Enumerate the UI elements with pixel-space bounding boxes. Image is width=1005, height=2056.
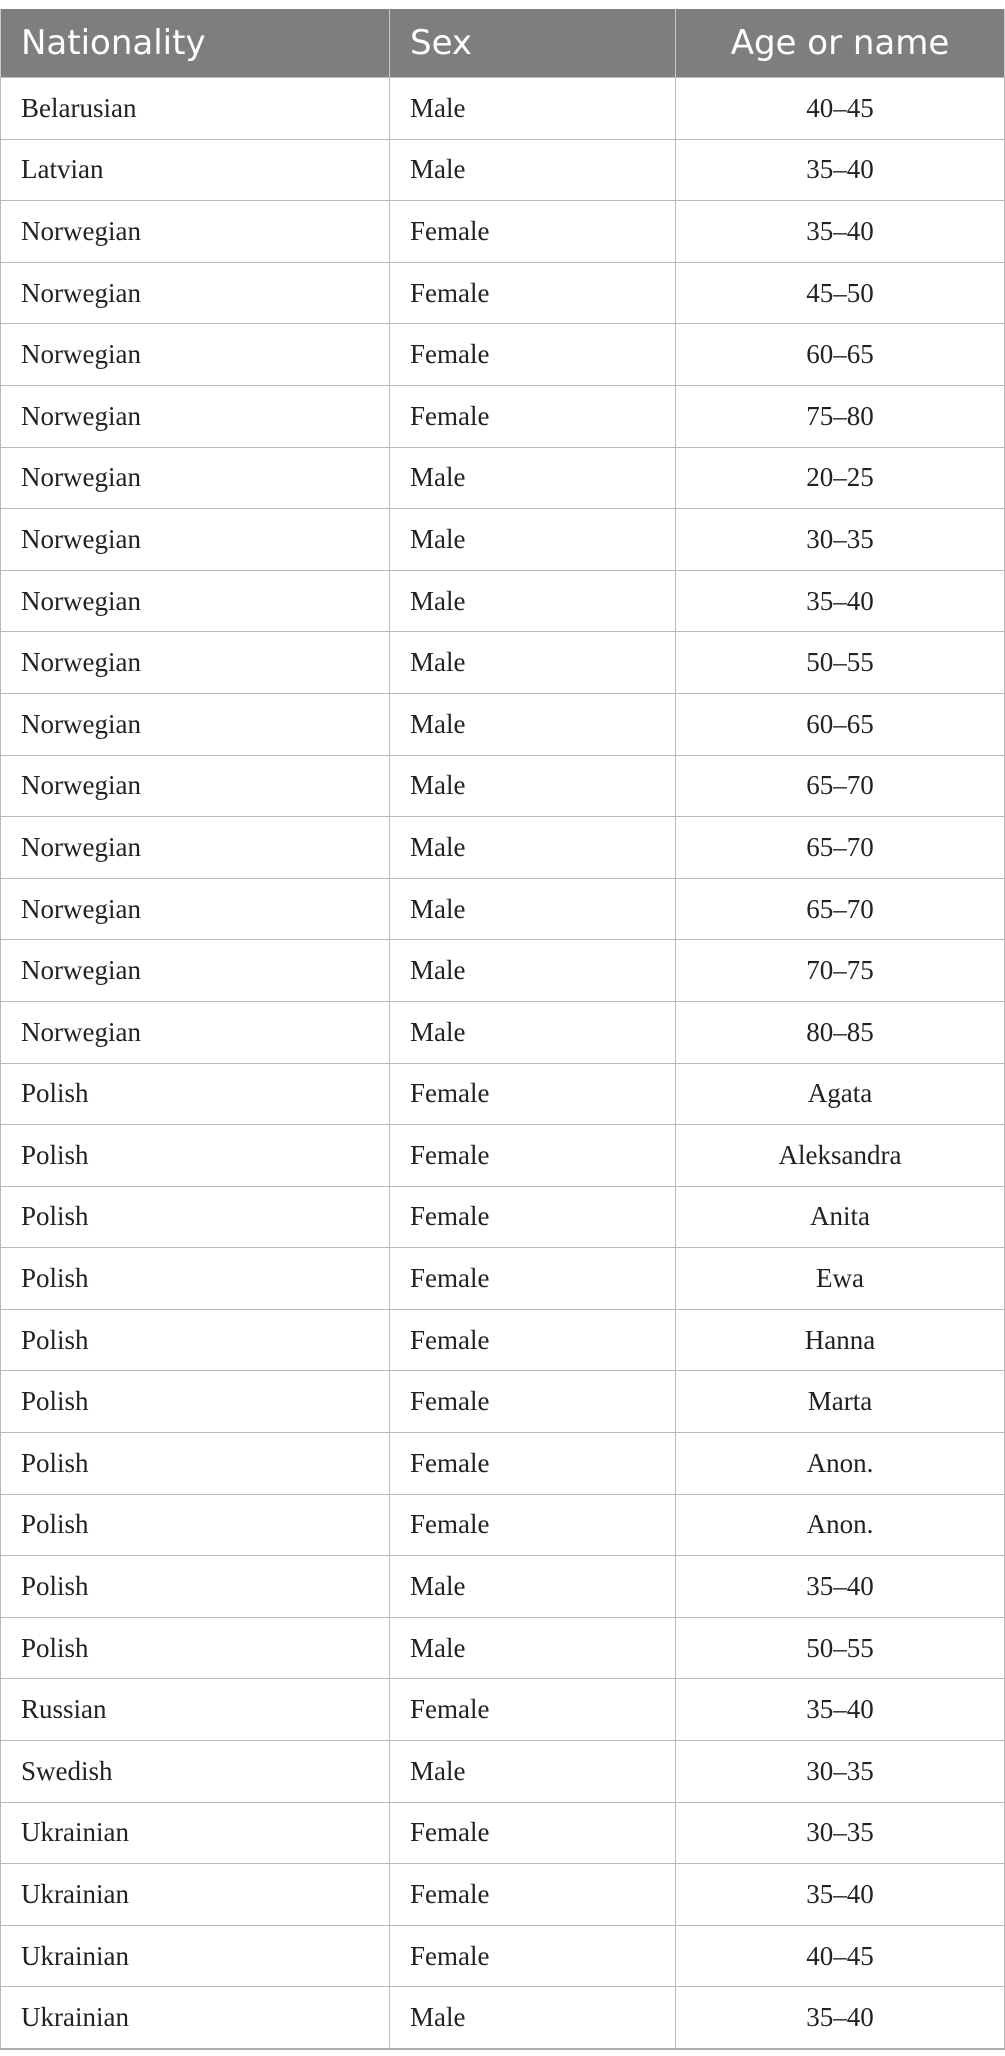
cell-sex: Male xyxy=(390,509,676,571)
table-row xyxy=(1,1864,1005,1926)
cell-nationality: Polish xyxy=(1,1125,390,1187)
cell-age-or-name: Agata xyxy=(676,1063,1005,1125)
cell-nationality: Ukrainian xyxy=(1,1802,390,1864)
table-header xyxy=(1,9,1005,78)
participants-table-container xyxy=(0,9,1004,2050)
cell-sex: Male xyxy=(390,1617,676,1679)
cell-nationality: Norwegian xyxy=(1,262,390,324)
cell-nationality: Norwegian xyxy=(1,1001,390,1063)
table-row xyxy=(1,1063,1005,1125)
cell-nationality: Polish xyxy=(1,1186,390,1248)
cell-age-or-name: 35–40 xyxy=(676,1556,1005,1618)
table-row xyxy=(1,1925,1005,1987)
table-row xyxy=(1,324,1005,386)
cell-nationality: Polish xyxy=(1,1556,390,1618)
cell-age-or-name: 60–65 xyxy=(676,324,1005,386)
cell-nationality: Polish xyxy=(1,1617,390,1679)
cell-nationality: Belarusian xyxy=(1,78,390,140)
cell-age-or-name: Anon. xyxy=(676,1433,1005,1495)
cell-sex: Female xyxy=(390,385,676,447)
table-row xyxy=(1,1001,1005,1063)
table-row xyxy=(1,878,1005,940)
table-row xyxy=(1,1679,1005,1741)
cell-age-or-name: 30–35 xyxy=(676,1741,1005,1803)
cell-sex: Male xyxy=(390,570,676,632)
cell-nationality: Latvian xyxy=(1,139,390,201)
header-nationality: Nationality xyxy=(1,9,390,78)
cell-age-or-name: Aleksandra xyxy=(676,1125,1005,1187)
cell-nationality: Ukrainian xyxy=(1,1864,390,1926)
header-age-or-name: Age or name xyxy=(676,9,1005,78)
cell-sex: Female xyxy=(390,1679,676,1741)
cell-age-or-name: 80–85 xyxy=(676,1001,1005,1063)
table-row xyxy=(1,570,1005,632)
table-body xyxy=(1,78,1005,2050)
cell-sex: Female xyxy=(390,1802,676,1864)
cell-nationality: Norwegian xyxy=(1,324,390,386)
table-row xyxy=(1,1125,1005,1187)
cell-age-or-name: 50–55 xyxy=(676,1617,1005,1679)
cell-nationality: Norwegian xyxy=(1,570,390,632)
cell-sex: Male xyxy=(390,693,676,755)
cell-age-or-name: 35–40 xyxy=(676,1864,1005,1926)
cell-age-or-name: 40–45 xyxy=(676,78,1005,140)
table-row xyxy=(1,262,1005,324)
cell-sex: Male xyxy=(390,78,676,140)
cell-nationality: Norwegian xyxy=(1,878,390,940)
cell-sex: Female xyxy=(390,1925,676,1987)
cell-sex: Male xyxy=(390,1741,676,1803)
cell-age-or-name: Hanna xyxy=(676,1309,1005,1371)
cell-nationality: Norwegian xyxy=(1,385,390,447)
table-row xyxy=(1,1617,1005,1679)
table-row xyxy=(1,1494,1005,1556)
cell-age-or-name: Marta xyxy=(676,1371,1005,1433)
table-row xyxy=(1,1371,1005,1433)
cell-age-or-name: 20–25 xyxy=(676,447,1005,509)
cell-age-or-name: 35–40 xyxy=(676,570,1005,632)
cell-sex: Female xyxy=(390,1125,676,1187)
cell-age-or-name: 30–35 xyxy=(676,1802,1005,1864)
cell-age-or-name: 35–40 xyxy=(676,201,1005,263)
cell-nationality: Polish xyxy=(1,1063,390,1125)
cell-nationality: Swedish xyxy=(1,1741,390,1803)
cell-sex: Female xyxy=(390,1371,676,1433)
cell-sex: Male xyxy=(390,878,676,940)
cell-age-or-name: 40–45 xyxy=(676,1925,1005,1987)
cell-sex: Male xyxy=(390,632,676,694)
table-row xyxy=(1,447,1005,509)
cell-age-or-name: Anon. xyxy=(676,1494,1005,1556)
cell-nationality: Norwegian xyxy=(1,447,390,509)
cell-sex: Female xyxy=(390,201,676,263)
cell-nationality: Norwegian xyxy=(1,632,390,694)
cell-sex: Female xyxy=(390,1864,676,1926)
cell-sex: Female xyxy=(390,324,676,386)
cell-sex: Male xyxy=(390,1556,676,1618)
cell-sex: Female xyxy=(390,1248,676,1310)
cell-sex: Male xyxy=(390,755,676,817)
table-row xyxy=(1,1802,1005,1864)
cell-sex: Male xyxy=(390,1001,676,1063)
cell-nationality: Polish xyxy=(1,1371,390,1433)
cell-nationality: Russian xyxy=(1,1679,390,1741)
cell-nationality: Polish xyxy=(1,1309,390,1371)
table-row xyxy=(1,139,1005,201)
cell-sex: Female xyxy=(390,1186,676,1248)
participants-table xyxy=(0,9,1005,2050)
table-row xyxy=(1,1556,1005,1618)
cell-nationality: Polish xyxy=(1,1248,390,1310)
cell-nationality: Polish xyxy=(1,1433,390,1495)
table-row xyxy=(1,201,1005,263)
cell-sex: Male xyxy=(390,940,676,1002)
table-row xyxy=(1,385,1005,447)
cell-age-or-name: 50–55 xyxy=(676,632,1005,694)
cell-age-or-name: 30–35 xyxy=(676,509,1005,571)
cell-age-or-name: 65–70 xyxy=(676,817,1005,879)
cell-age-or-name: 70–75 xyxy=(676,940,1005,1002)
table-row xyxy=(1,1987,1005,2049)
cell-nationality: Norwegian xyxy=(1,201,390,263)
cell-sex: Female xyxy=(390,1433,676,1495)
cell-age-or-name: Anita xyxy=(676,1186,1005,1248)
cell-sex: Female xyxy=(390,1063,676,1125)
table-row xyxy=(1,693,1005,755)
cell-nationality: Ukrainian xyxy=(1,1987,390,2049)
cell-sex: Male xyxy=(390,139,676,201)
table-row xyxy=(1,1433,1005,1495)
table-row xyxy=(1,632,1005,694)
cell-nationality: Norwegian xyxy=(1,940,390,1002)
table-row xyxy=(1,509,1005,571)
header-row xyxy=(1,9,1005,78)
table-row xyxy=(1,940,1005,1002)
cell-nationality: Ukrainian xyxy=(1,1925,390,1987)
table-row xyxy=(1,755,1005,817)
cell-sex: Female xyxy=(390,1309,676,1371)
cell-age-or-name: 35–40 xyxy=(676,1987,1005,2049)
cell-sex: Male xyxy=(390,817,676,879)
cell-sex: Female xyxy=(390,1494,676,1556)
table-row xyxy=(1,817,1005,879)
cell-sex: Male xyxy=(390,1987,676,2049)
cell-age-or-name: 60–65 xyxy=(676,693,1005,755)
table-row xyxy=(1,1248,1005,1310)
cell-nationality: Norwegian xyxy=(1,509,390,571)
table-row xyxy=(1,1186,1005,1248)
table-row xyxy=(1,1309,1005,1371)
cell-age-or-name: 75–80 xyxy=(676,385,1005,447)
table-row xyxy=(1,1741,1005,1803)
cell-nationality: Norwegian xyxy=(1,693,390,755)
cell-nationality: Norwegian xyxy=(1,755,390,817)
header-sex: Sex xyxy=(390,9,676,78)
cell-age-or-name: 35–40 xyxy=(676,1679,1005,1741)
cell-age-or-name: Ewa xyxy=(676,1248,1005,1310)
cell-sex: Female xyxy=(390,262,676,324)
cell-nationality: Polish xyxy=(1,1494,390,1556)
table-row xyxy=(1,78,1005,140)
cell-age-or-name: 65–70 xyxy=(676,755,1005,817)
cell-age-or-name: 65–70 xyxy=(676,878,1005,940)
cell-nationality: Norwegian xyxy=(1,817,390,879)
cell-age-or-name: 35–40 xyxy=(676,139,1005,201)
cell-sex: Male xyxy=(390,447,676,509)
cell-age-or-name: 45–50 xyxy=(676,262,1005,324)
